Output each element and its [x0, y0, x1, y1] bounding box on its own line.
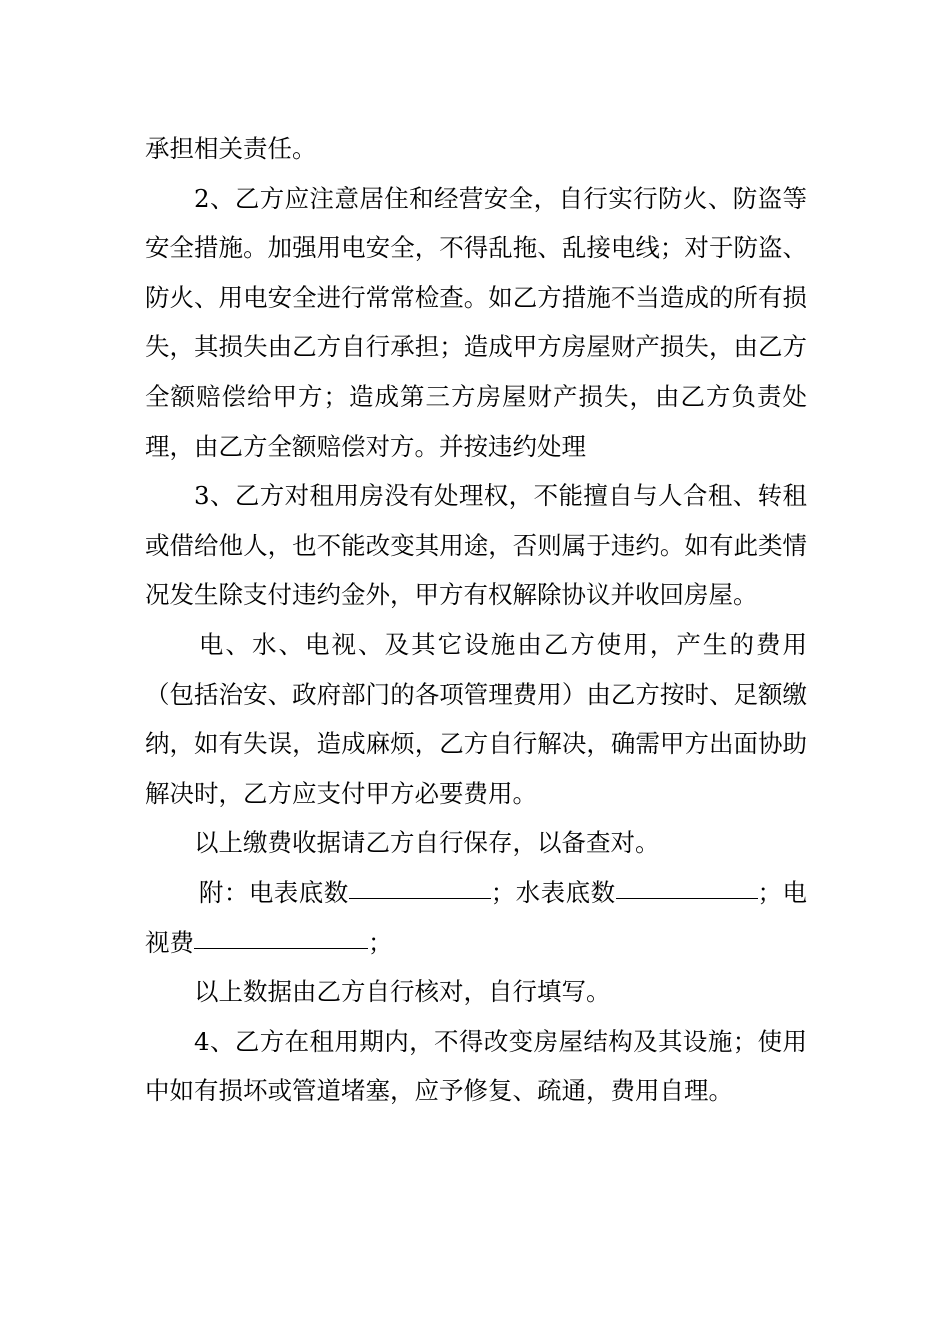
- water-meter-label: 水表底数: [515, 877, 616, 907]
- water-meter-blank[interactable]: [616, 897, 758, 899]
- tv-fee-blank[interactable]: [194, 947, 368, 949]
- separator: ；: [490, 877, 516, 907]
- electric-meter-blank[interactable]: [349, 897, 491, 899]
- separator: ；: [368, 927, 393, 957]
- paragraph-utilities-fees: 电、水、电视、及其它设施由乙方使用，产生的费用（包括治安、政府部门的各项管理费用）由乙方按时、足额缴纳，如有失误，造成麻烦，乙方自行解决，确需甲方出面协助解决时，乙方应支付甲方必要费用。: [145, 629, 807, 808]
- paragraph-clause-3-disposal: 3、乙方对租用房没有处理权，不能擅自与人合租、转租或借给他人，也不能改变其用途，否则属于违约。如有此类情况发生除支付违约金外，甲方有权解除协议并收回房屋。: [145, 481, 807, 610]
- paragraph-clause-4-structure: 4、乙方在租用期内，不得改变房屋结构及其设施；使用中如有损坏或管道堵塞，应予修复、疏通，费用自理。: [145, 1026, 807, 1106]
- document-page: [145, 124, 807, 1116]
- paragraph-liability-end: 承担相关责任。: [145, 134, 317, 163]
- tv-fee-label: 电视费: [145, 877, 808, 957]
- separator: ；: [757, 877, 783, 907]
- electric-meter-label: 电表底数: [248, 877, 349, 907]
- attach-prefix: 附：: [198, 877, 249, 907]
- paragraph-clause-2-safety: 2、乙方应注意居住和经营安全，自行实行防火、防盗等安全措施。加强用电安全，不得乱拖、乱接电线；对于防盗、防火、用电安全进行常常检查。如乙方措施不当造成的所有损失，其损失由乙方自行承担；造成甲方房屋财产损失，由乙方全额赔偿给甲方；造成第三方房屋财产损失，由乙方负责处理，由乙方全额赔偿对方。并按违约处理: [145, 183, 807, 461]
- paragraph-self-check: 以上数据由乙方自行核对，自行填写。: [194, 977, 611, 1007]
- paragraph-meter-readings: [145, 868, 807, 967]
- paragraph-receipts: 以上缴费收据请乙方自行保存，以备查对。: [194, 828, 660, 858]
